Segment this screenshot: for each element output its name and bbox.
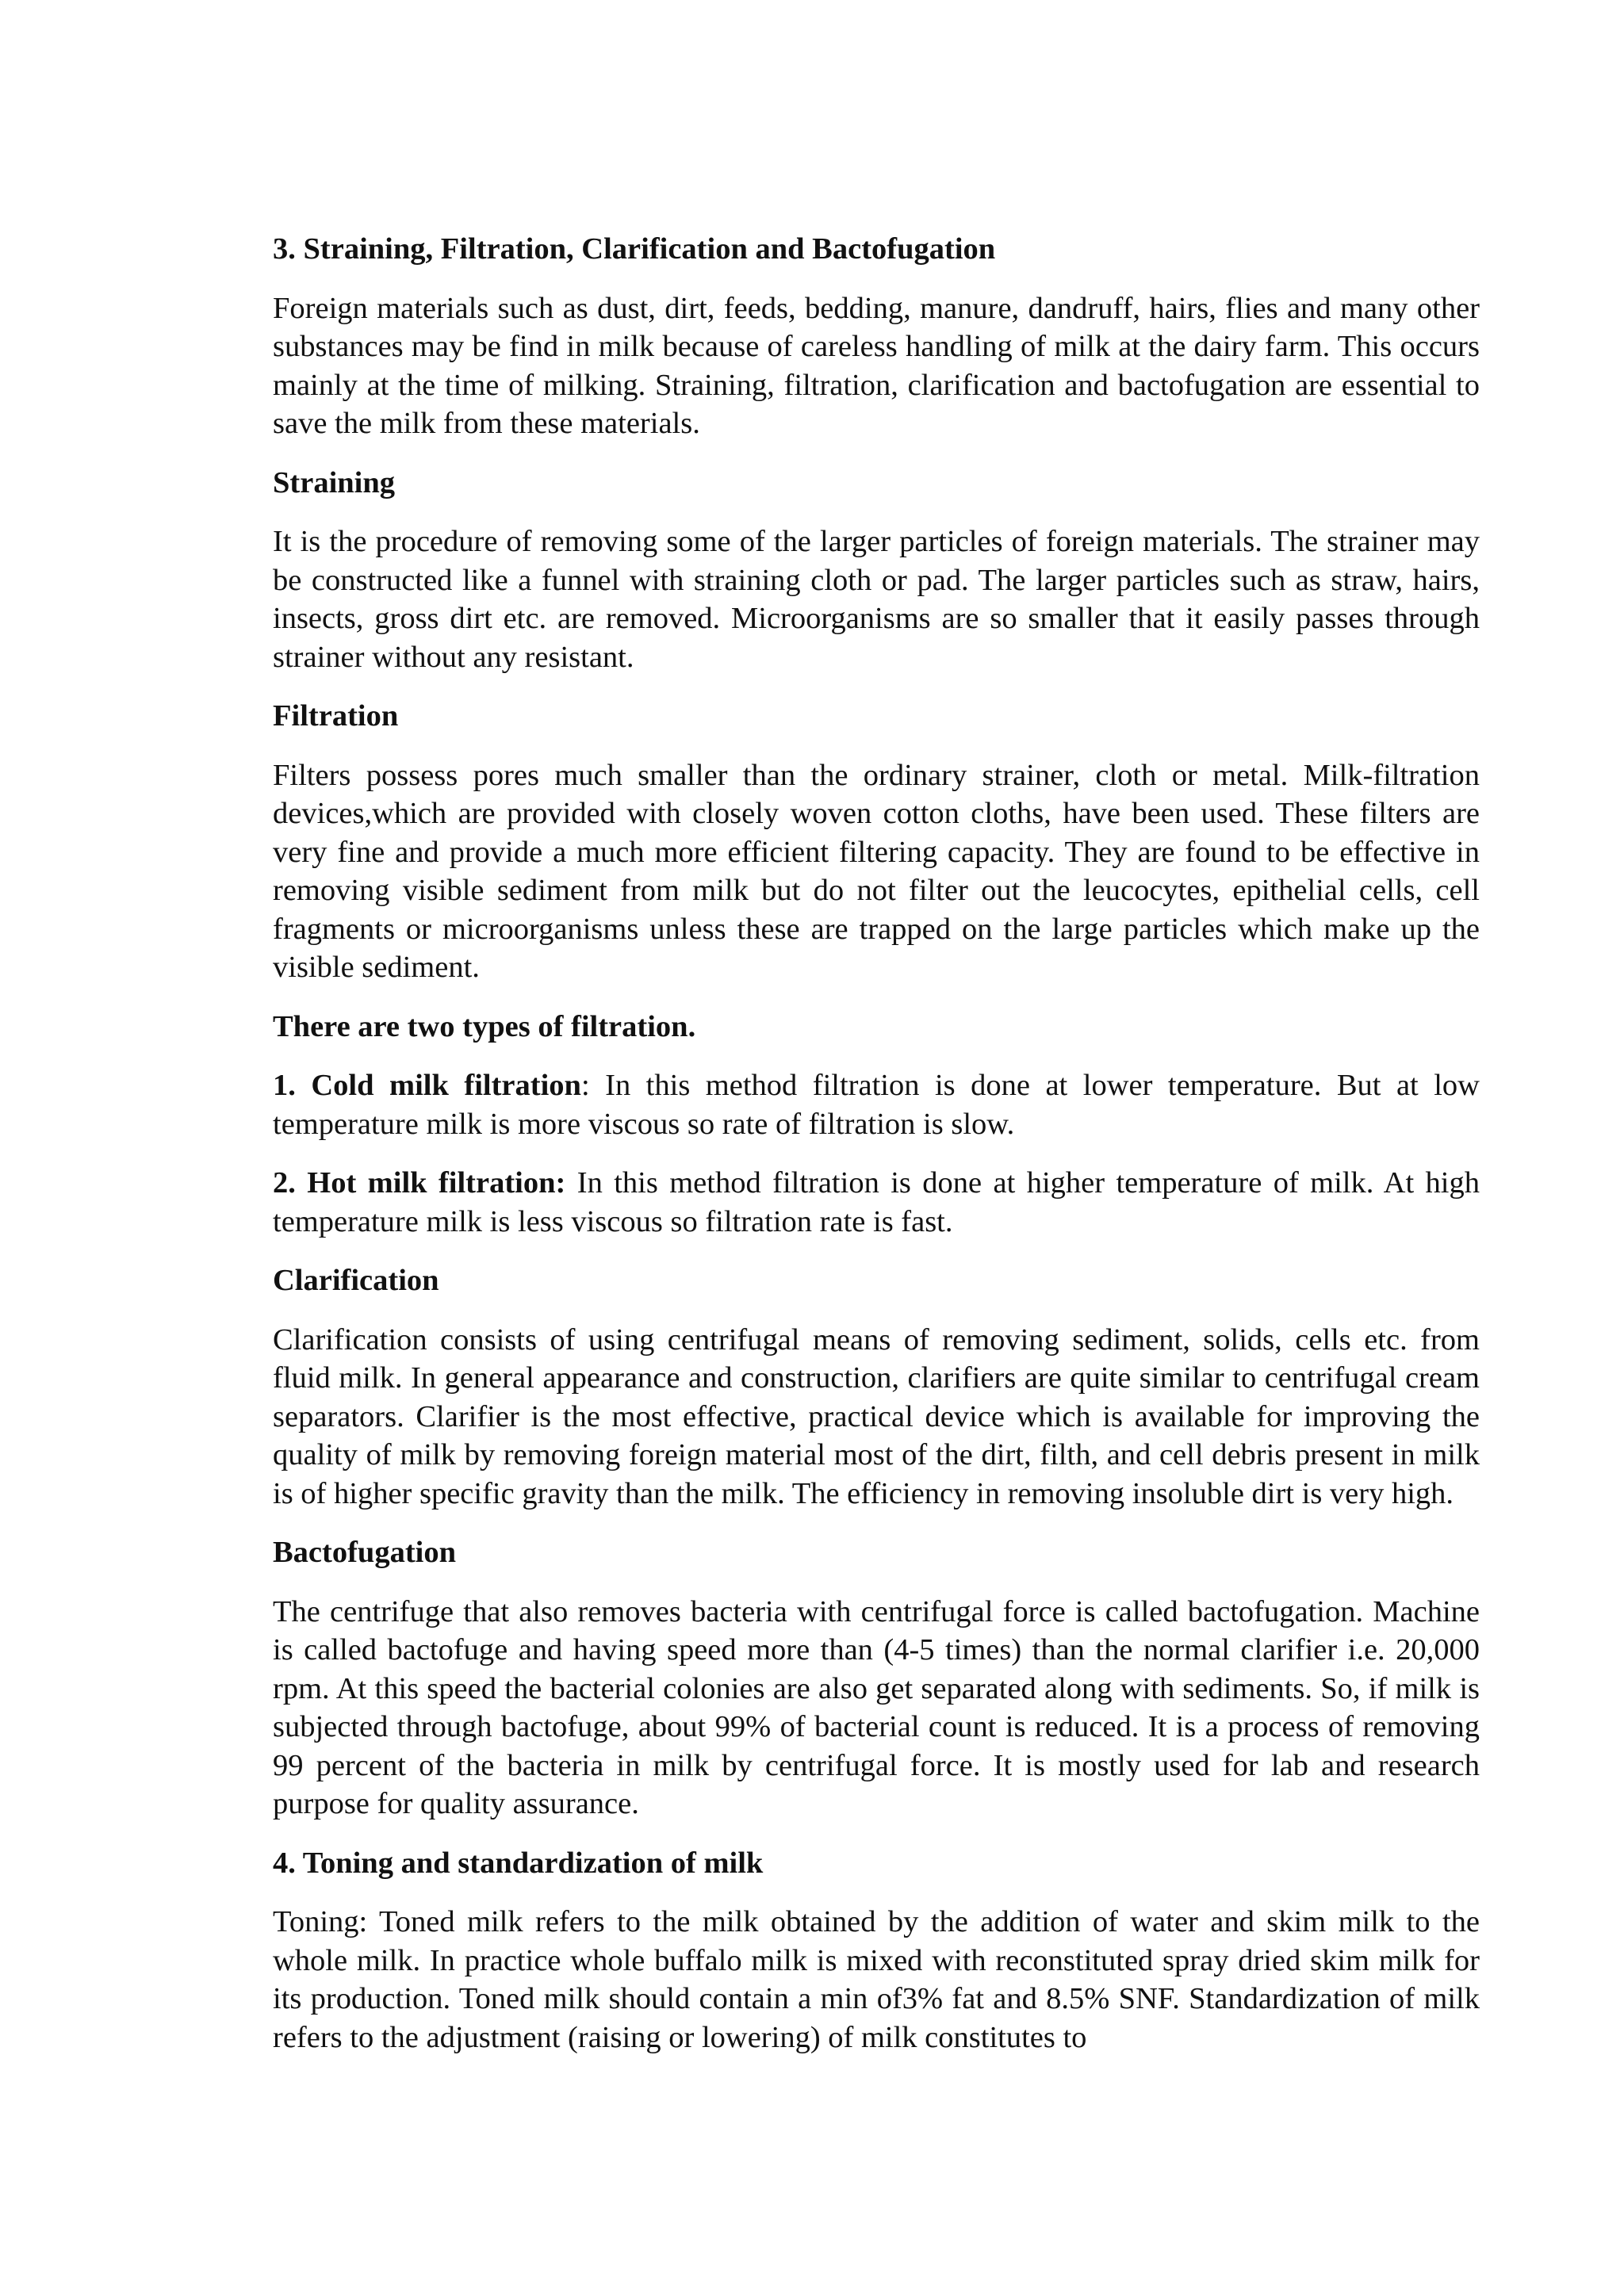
bactofugation-body: The centrifuge that also removes bacteria with centrifugal force is called bactofugation. Machine is called bactofuge and having speed more than (4-5 times) than the normal clarifier i.e. 20,000 rpm. At this speed the bacterial colonies are also get separated along with sediments. So, if milk is subjected through bactofuge, about 99% of bacterial count is reduced. It is a process of removing 99 percent of the bacteria in milk by centrifugal force. It is mostly used for lab and research purpose for quality assurance.: [273, 1594, 1480, 1820]
clarification-heading: Clarification: [273, 1264, 439, 1297]
filtration-types-heading: There are two types of filtration.: [273, 1009, 696, 1043]
section-4-heading: 4. Toning and standardization of milk: [273, 1846, 764, 1880]
document-page: [273, 230, 1480, 2057]
section-3-intro: Foreign materials such as dust, dirt, feeds, bedding, manure, dandruff, hairs, flies and many other substances may be find in milk because of careless handling of milk at the dairy farm. This occurs mainly at the time of milking. Straining, filtration, clarification and bactofugation are essential to save the milk from these materials.: [273, 291, 1480, 440]
section-3-heading: 3. Straining, Filtration, Clarification and Bactofugation: [273, 232, 996, 266]
filtration-type-label: 1. Cold milk filtration: [273, 1069, 581, 1102]
straining-heading: Straining: [273, 465, 396, 499]
filtration-heading: Filtration: [273, 699, 399, 733]
filtration-type-separator: [565, 1166, 576, 1200]
filtration-body: Filters possess pores much smaller than the ordinary strainer, cloth or metal. Milk-filtration devices,which are provided with closely woven cotton cloths, have been used. These filters are very fine and provide a much more efficient filtering capacity. They are found to be effective in removing visible sediment from milk but do not filter out the leucocytes, epithelial cells, cell fragments or microorganisms unless these are trapped on the large particles which make up the visible sediment.: [273, 758, 1480, 984]
straining-body: It is the procedure of removing some of the larger particles of foreign materials. The strainer may be constructed like a funnel with straining cloth or pad. The larger particles such as straw, hairs, insects, gross dirt etc. are removed. Microorganisms are so smaller that it easily passes through strainer without any resistant.: [273, 525, 1480, 674]
filtration-type-text: In this method filtration is done at lower temperature. But at low temperature milk is more viscous so rate of filtration is slow.: [273, 1069, 1480, 1141]
section-4-body: Toning: Toned milk refers to the milk obtained by the addition of water and skim milk to the whole milk. In practice whole buffalo milk is mixed with reconstituted spray dried skim milk for its production. Toned milk should contain a min of3% fat and 8.5% SNF. Standardization of milk refers to the adjustment (raising or lowering) of milk constitutes to: [273, 1905, 1480, 2054]
filtration-type-text: In this method filtration is done at higher temperature of milk. At high temperature milk is less viscous so filtration rate is fast.: [273, 1166, 1480, 1238]
clarification-body: Clarification consists of using centrifugal means of removing sediment, solids, cells etc. from fluid milk. In general appearance and construction, clarifiers are quite similar to centrifugal cream separators. Clarifier is the most effective, practical device which is available for improving the quality of milk by removing foreign material most of the dirt, filth, and cell debris present in milk is of higher specific gravity than the milk. The efficiency in removing insoluble dirt is very high.: [273, 1322, 1480, 1510]
filtration-type-separator: :: [580, 1069, 606, 1102]
filtration-type-cold: [273, 1066, 1480, 1143]
filtration-type-label: 2. Hot milk filtration:: [273, 1166, 566, 1200]
bactofugation-heading: Bactofugation: [273, 1536, 456, 1569]
filtration-type-hot: [273, 1164, 1480, 1241]
